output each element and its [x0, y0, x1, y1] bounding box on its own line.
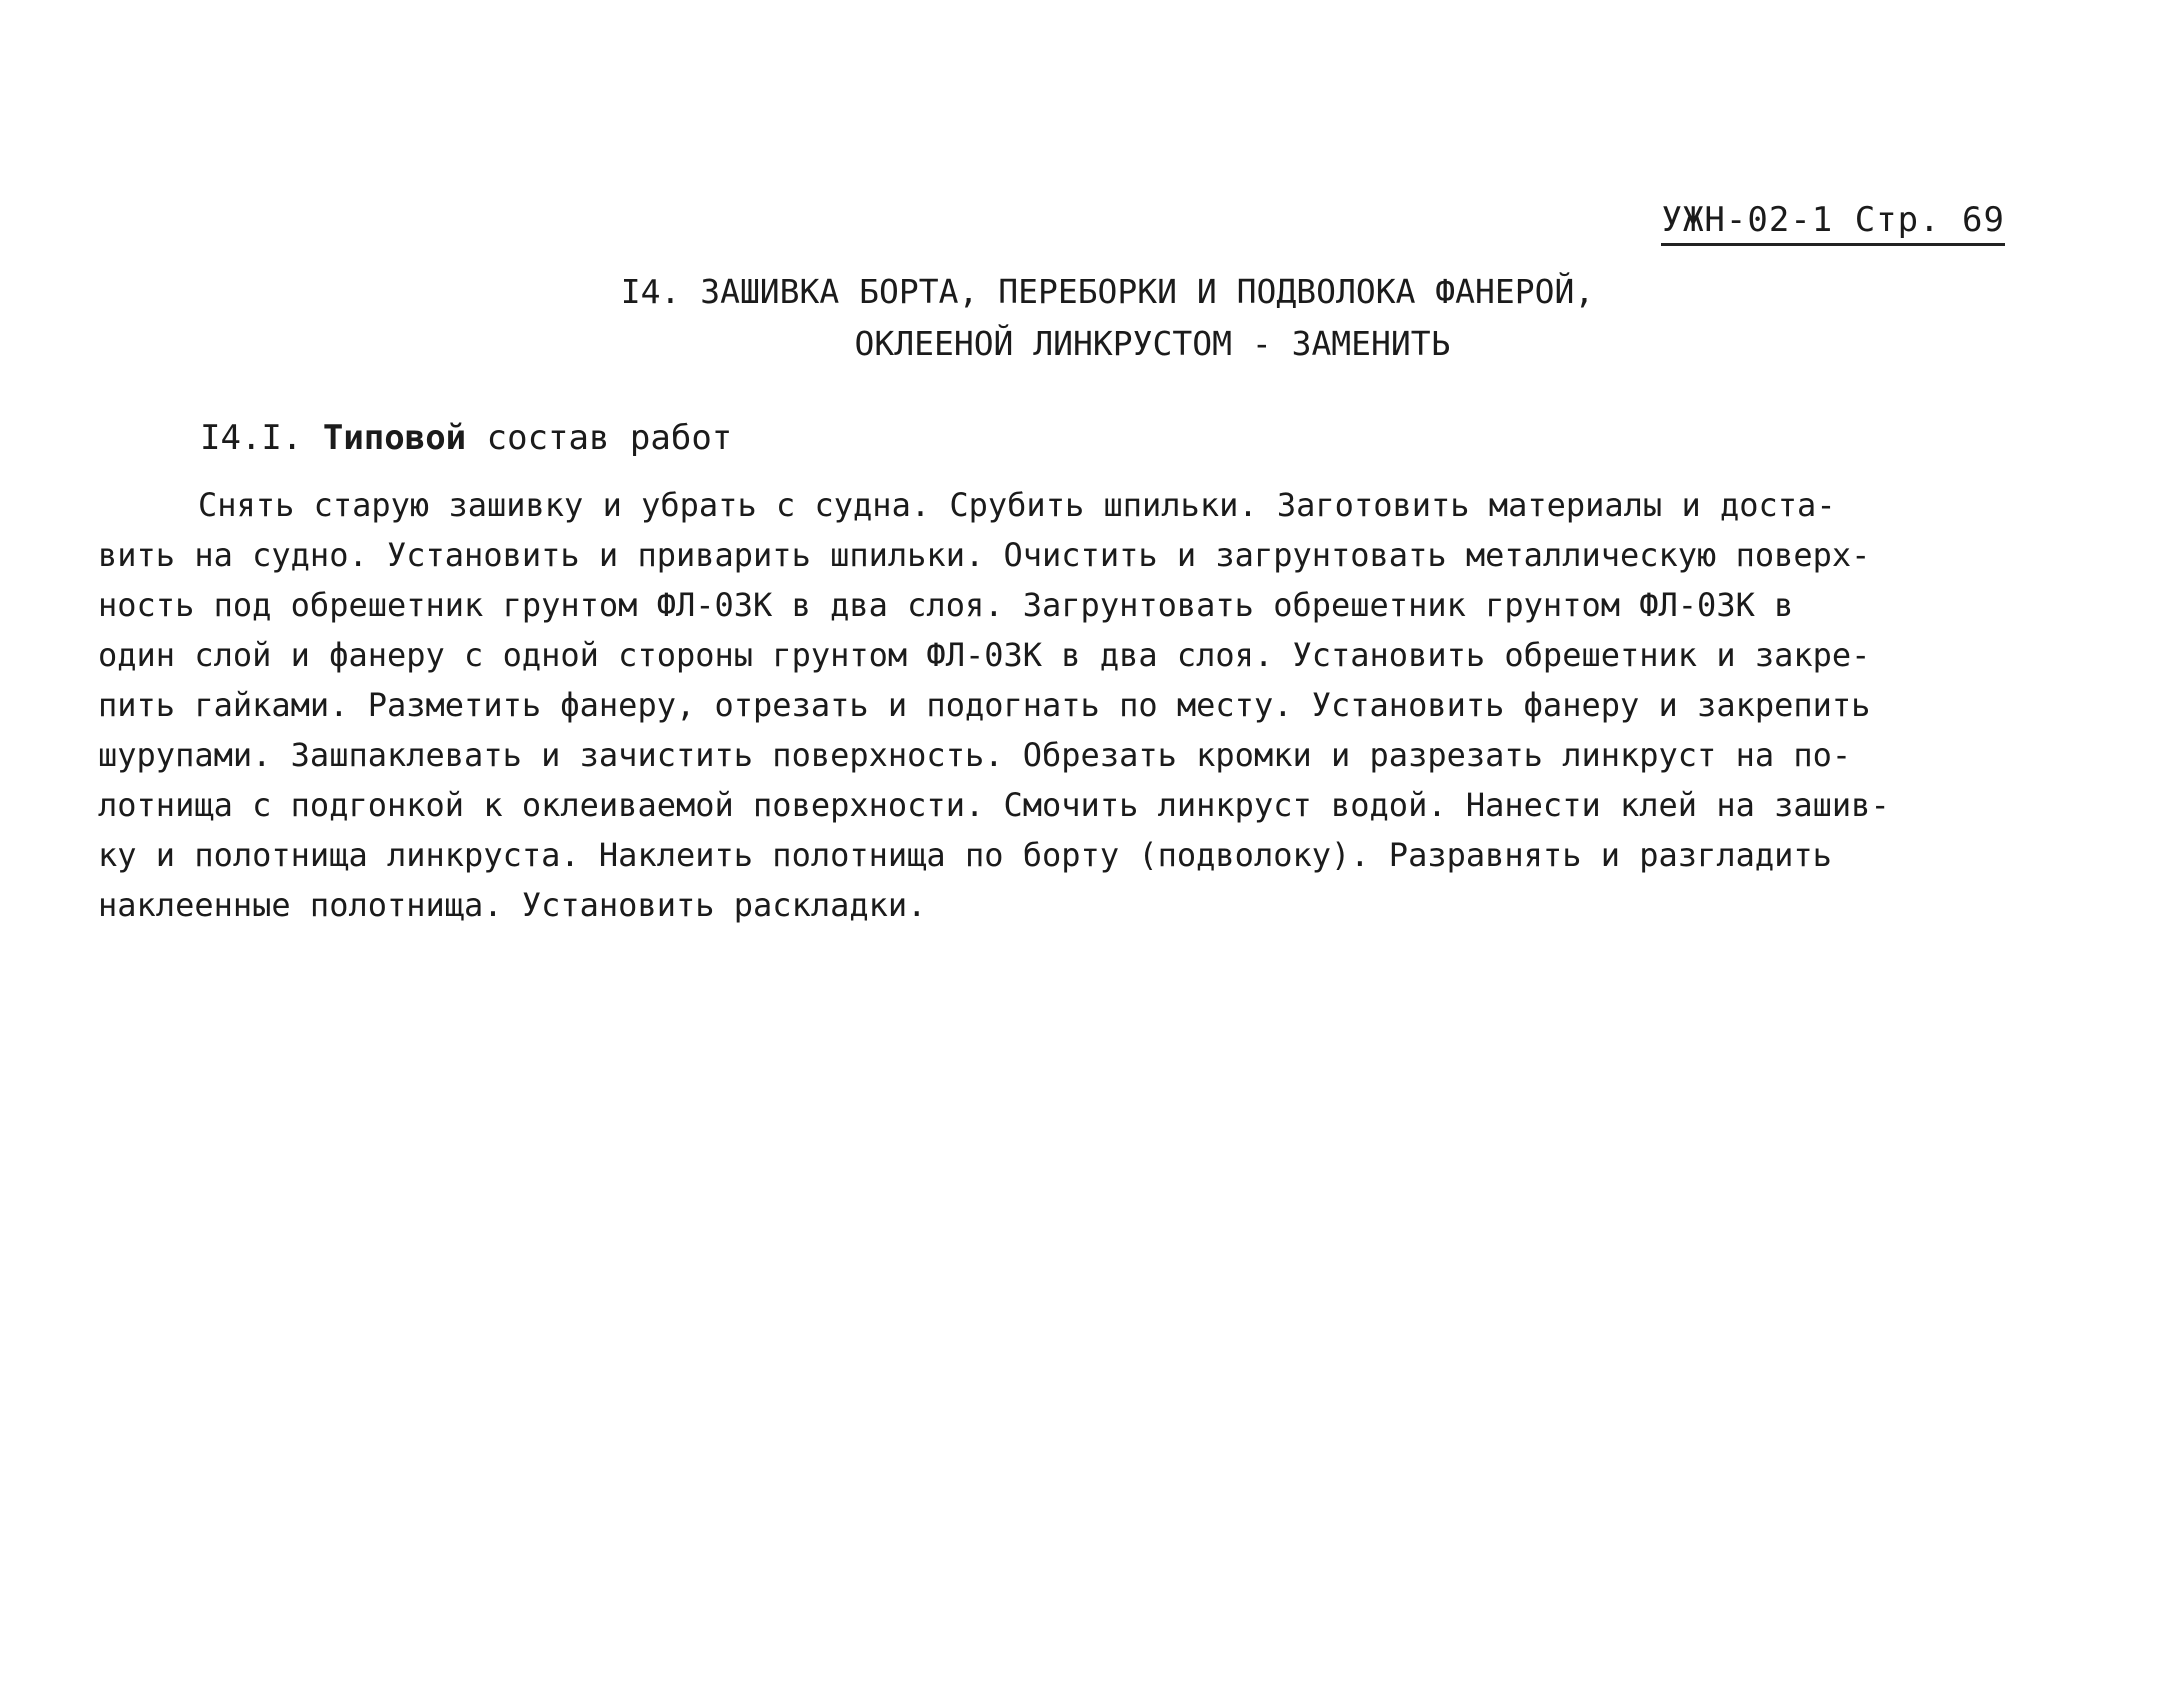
body-line: вить на судно. Установить и приварить шпильки. Очистить и загрунтовать металлическую поверх-: [98, 536, 1871, 574]
section-bold-word: Типовой: [322, 418, 467, 458]
title-line-1: I4. ЗАШИВКА БОРТА, ПЕРЕБОРКИ И ПОДВОЛОКА ФАНЕРОЙ,: [620, 272, 1595, 311]
page-reference: УЖН-02-1 Стр. 69: [1661, 200, 2005, 246]
body-line: один слой и фанеру с одной стороны грунтом ФЛ-03К в два слоя. Установить обрешетник и закре-: [98, 636, 1871, 674]
body-line: наклеенные полотнища. Установить раскладки.: [98, 886, 927, 924]
document-title: [0, 266, 2175, 370]
section-heading: [200, 418, 732, 459]
body-paragraph: [98, 480, 1998, 930]
body-line: ку и полотнища линкруста. Наклеить полотнища по борту (подволоку). Разравнять и разгладить: [98, 836, 1832, 874]
section-rest: состав работ: [486, 418, 733, 458]
body-line: лотнища с подгонкой к оклеиваемой поверхности. Смочить линкруст водой. Нанести клей на зашив-: [98, 786, 1890, 824]
body-line: Снять старую зашивку и убрать с судна. Срубить шпильки. Заготовить материалы и доста-: [198, 486, 1836, 524]
title-line-2: ОКЛЕЕНОЙ ЛИНКРУСТОМ - ЗАМЕНИТЬ: [854, 324, 1451, 363]
body-line: пить гайками. Разметить фанеру, отрезать и подогнать по месту. Установить фанеру и закрепить: [98, 686, 1871, 724]
body-line: шурупами. Зашпаклевать и зачистить поверхность. Обрезать кромки и разрезать линкруст на по-: [98, 736, 1852, 774]
section-number: I4.I.: [200, 418, 303, 458]
body-line: ность под обрешетник грунтом ФЛ-03К в два слоя. Загрунтовать обрешетник грунтом ФЛ-03К в: [98, 586, 1794, 624]
